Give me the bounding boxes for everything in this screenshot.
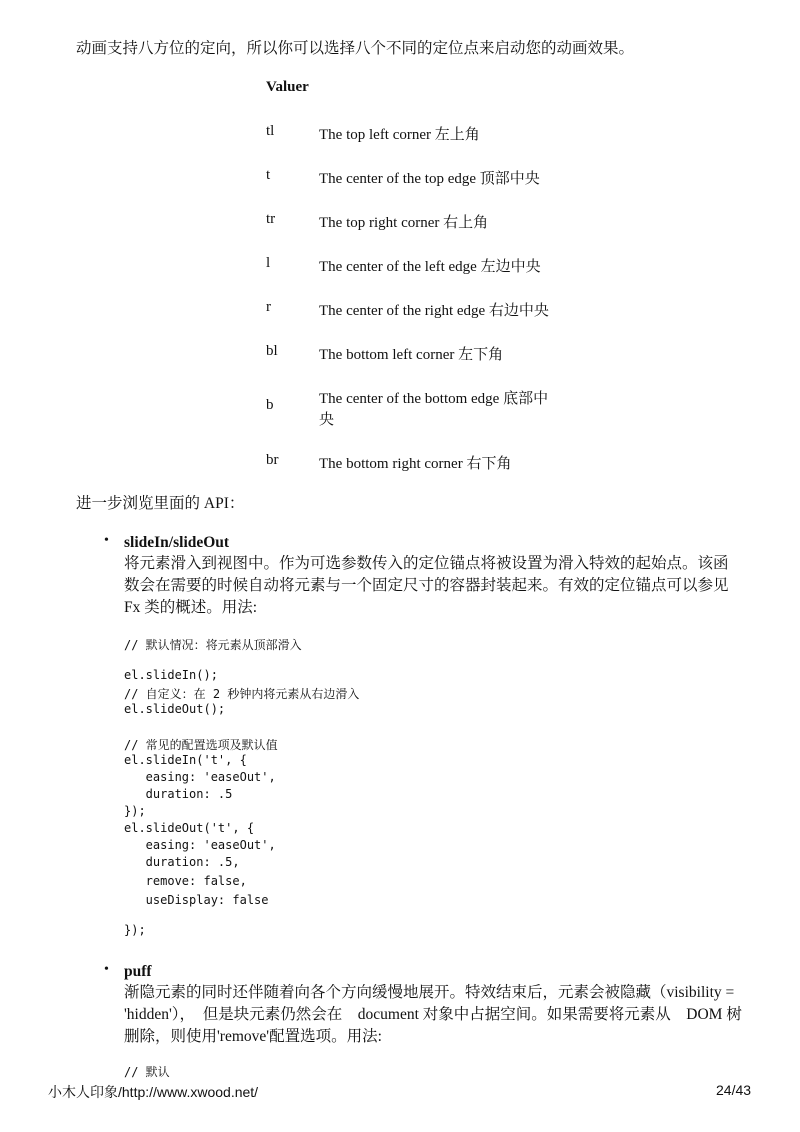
page-number: 24/43 (716, 1082, 752, 1098)
table-code: t (266, 167, 271, 183)
table-code: bl (266, 343, 278, 359)
code-line: easing: 'easeOut', (124, 838, 276, 852)
section-text-line: 将元素滑入到视图中。作为可选参数传入的定位锚点将被设置为滑入特效的起始点。该函 (124, 555, 729, 572)
code-line: remove: false, (124, 874, 247, 888)
code-line: // 自定义：在 2 秒钟内将元素从右边滑入 (124, 687, 360, 701)
code-line: }); (124, 804, 146, 818)
table-code: tr (266, 211, 276, 227)
footer-link[interactable]: 小木人印象/http://www.xwood.net/ (48, 1084, 259, 1100)
bullet-icon: • (104, 962, 109, 977)
table-desc: The top left corner 左上角 (319, 127, 480, 143)
code-line: el.slideIn('t', { (124, 753, 247, 767)
code-line: el.slideOut(); (124, 702, 226, 716)
table-desc: The center of the bottom edge 底部中 (319, 391, 549, 407)
bullet-icon: • (104, 533, 109, 548)
section-text-line: 删除，则使用'remove'配置选项。用法: (124, 1028, 382, 1045)
code-line: // 常见的配置选项及默认值 (124, 738, 278, 752)
table-desc: 央 (319, 412, 335, 428)
section-text-line: Fx 类的概述。用法: (124, 599, 258, 616)
code-line: easing: 'easeOut', (124, 770, 276, 784)
section-text-line: 渐隐元素的同时还伴随着向各个方向缓慢地展开。特效结束后，元素会被隐藏（visibility = (124, 984, 735, 1001)
table-desc: The top right corner 右上角 (319, 215, 489, 231)
section-text-line: 数会在需要的时候自动将元素与一个固定尺寸的容器封装起来。有效的定位锚点可以参见 (124, 577, 729, 594)
code-line: el.slideIn(); (124, 668, 218, 682)
code-line: }); (124, 923, 146, 937)
code-line: duration: .5 (124, 787, 233, 801)
table-desc: The center of the top edge 顶部中央 (319, 171, 540, 187)
section-text-line: 'hidden'）， 但是块元素仍然会在 document 对象中占据空间。如果需要将元素从 DOM 树 (124, 1006, 742, 1023)
intro-text: 动画支持八方位的定向，所以你可以选择八个不同的定位点来启动您的动画效果。 (76, 40, 635, 57)
code-line: useDisplay: false (124, 893, 269, 907)
table-desc: The center of the left edge 左边中央 (319, 259, 541, 275)
table-desc: The center of the right edge 右边中央 (319, 303, 549, 319)
code-line: // 默认情况：将元素从顶部滑入 (124, 638, 302, 652)
table-desc: The bottom right corner 右下角 (319, 456, 512, 472)
code-line: el.slideOut('t', { (124, 821, 255, 835)
table-code: r (266, 299, 271, 315)
code-line: duration: .5, (124, 855, 240, 869)
table-code: l (266, 255, 271, 271)
table-code: tl (266, 123, 275, 139)
table-desc: The bottom left corner 左下角 (319, 347, 504, 363)
table-code: b (266, 397, 274, 413)
table-code: br (266, 452, 279, 468)
section-title: puff (124, 963, 152, 980)
table-header: Valuer (266, 79, 309, 95)
section-title: slideIn/slideOut (124, 534, 230, 551)
api-intro-text: 进一步浏览里面的 API： (76, 495, 245, 512)
code-line: // 默认 (124, 1065, 170, 1079)
